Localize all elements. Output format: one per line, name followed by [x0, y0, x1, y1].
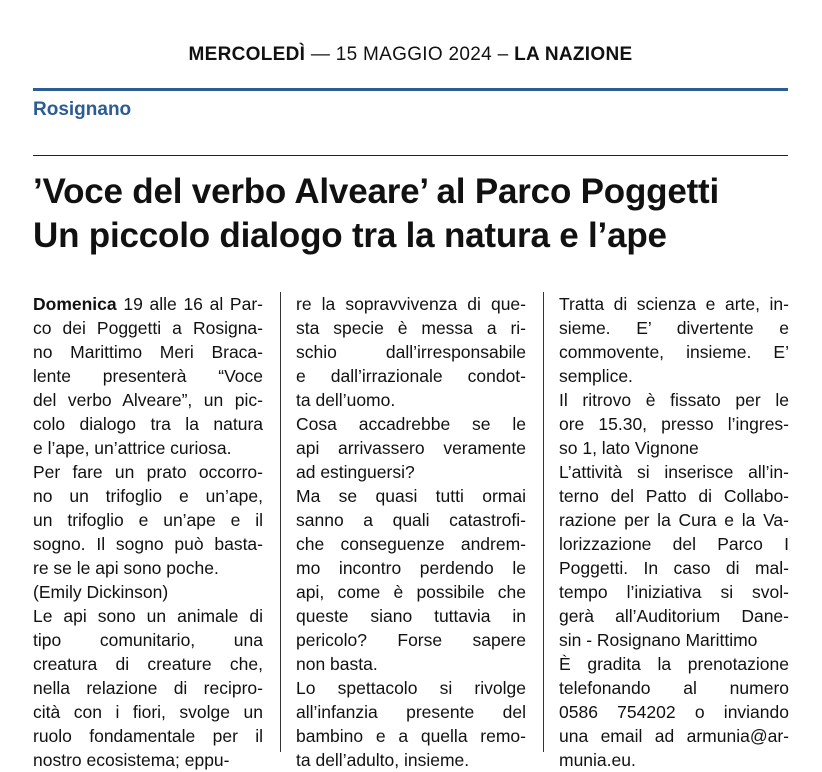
text-line: e l’ape, un’attrice curiosa. [33, 438, 232, 458]
section-rule [33, 155, 788, 156]
text-line: schio dall’irresponsabile [296, 342, 526, 362]
text-line: Ma se quasi tutti ormai [296, 486, 526, 506]
headline [33, 170, 793, 258]
text-line: no un trifoglio e un’ape, [33, 486, 263, 506]
text-line: Le api sono un animale di [33, 606, 263, 626]
text-line: no Marittimo Meri Braca- [33, 342, 263, 362]
text-line: L’attività si inserisce all’in- [559, 462, 789, 482]
masthead-rule [33, 88, 788, 91]
lead-word: Domenica [33, 294, 117, 314]
text-line: razione per la Cura e la Va- [559, 510, 789, 530]
text-line: È gradita la prenotazione [559, 654, 789, 674]
text-line: Cosa accadrebbe se le [296, 414, 526, 434]
column-divider [280, 292, 281, 752]
text-line: nostro ecosistema; eppu- [33, 750, 230, 770]
text-line: tipo comunitario, una [33, 630, 263, 650]
article-column-1 [33, 292, 263, 772]
text-line: ta dell’adulto, insieme. [296, 750, 470, 770]
text-line: queste siano tuttavia in [296, 606, 526, 626]
text-line: Lo spettacolo si rivolge [296, 678, 526, 698]
text-line: (Emily Dickinson) [33, 582, 169, 602]
article-column-2 [296, 292, 526, 772]
masthead-paper: LA NAZIONE [514, 44, 633, 65]
lead-rest: 19 alle 16 al Par- [116, 294, 263, 314]
masthead-day: MERCOLEDÌ [188, 44, 306, 65]
text-line: Per fare un prato occorro- [33, 462, 263, 482]
text-line: sin - Rosignano Marittimo [559, 630, 758, 650]
text-line: colo dialogo tra la natura [33, 414, 263, 434]
text-line: nella relazione di recipro- [33, 678, 263, 698]
text-line: ta dell’uomo. [296, 390, 396, 410]
masthead-dash: — [310, 44, 331, 65]
text-line: ruolo fondamentale per il [33, 726, 263, 746]
text-line: Poggetti. In caso di mal- [559, 558, 789, 578]
text-line: ad estinguersi? [296, 462, 415, 482]
text-line: terno del Patto di Collabo- [559, 486, 789, 506]
text-line: creatura di creature che, [33, 654, 263, 674]
text-line: sieme. E’ divertente e [559, 318, 789, 338]
text-line: Tratta di scienza e arte, in- [559, 294, 789, 314]
section-label: Rosignano [33, 99, 132, 120]
text-line: Il ritrovo è fissato per le [559, 390, 789, 410]
text-line: re se le api sono poche. [33, 558, 219, 578]
text-line: munia.eu. [559, 750, 636, 770]
text-line: ore 15.30, presso l’ingres- [559, 414, 789, 434]
text-line: cità con i fiori, svolge un [33, 702, 263, 722]
text-line: bambino e a quella remo- [296, 726, 526, 746]
text-line: api arrivassero veramente [296, 438, 526, 458]
text-line: e dall’irrazionale condot- [296, 366, 526, 386]
text-line: pericolo? Forse sapere [296, 630, 526, 650]
text-line: non basta. [296, 654, 378, 674]
text-line: semplice. [559, 366, 633, 386]
column-divider [543, 292, 544, 752]
text-line: tempo l’iniziativa si svol- [559, 582, 789, 602]
text-line: del verbo Alveare”, un pic- [33, 390, 263, 410]
text-line: mo incontro perdendo le [296, 558, 526, 578]
text-line [33, 292, 263, 316]
text-line: telefonando al numero [559, 678, 789, 698]
text-line: commovente, insieme. E’ [559, 342, 789, 362]
text-line: lorizzazione del Parco I [559, 534, 789, 554]
text-line: re la sopravvivenza di que- [296, 294, 526, 314]
text-line: un trifoglio e un’ape e il [33, 510, 263, 530]
text-line: che conseguenze andrem- [296, 534, 526, 554]
text-line: una email ad armunia@ar- [559, 726, 789, 746]
text-line: sogno. Il sogno può basta- [33, 534, 263, 554]
article-column-3 [559, 292, 789, 772]
masthead [33, 44, 788, 66]
text-line: 0586 754202 o inviando [559, 702, 789, 722]
text-line: api, come è possibile che [296, 582, 526, 602]
text-line: co dei Poggetti a Rosigna- [33, 318, 263, 338]
masthead-date: 15 MAGGIO 2024 [335, 44, 492, 65]
text-line: gerà all’Auditorium Dane- [559, 606, 789, 626]
masthead-dash: – [497, 44, 509, 65]
text-line: all’infanzia presente del [296, 702, 526, 722]
text-line: sta specie è messa a ri- [296, 318, 526, 338]
text-line: so 1, lato Vignone [559, 438, 699, 458]
text-line: lente presenterà “Voce [33, 366, 263, 386]
headline-line-2: Un piccolo dialogo tra la natura e l’ape [33, 216, 667, 255]
text-line: sanno a quali catastrofi- [296, 510, 526, 530]
headline-line-1: ’Voce del verbo Alveare’ al Parco Poggetti [33, 172, 720, 211]
